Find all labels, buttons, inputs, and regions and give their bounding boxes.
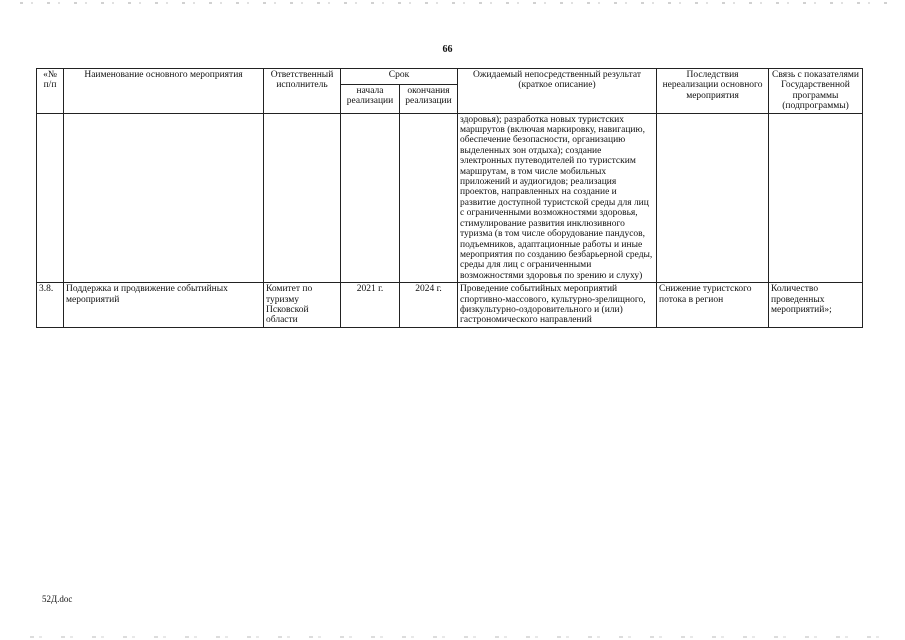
- scan-artifact-bottom: [30, 636, 890, 638]
- header-result: Ожидаемый непосредственный результат (краткое описание): [458, 69, 657, 114]
- scan-artifact-top: [20, 2, 890, 4]
- cell-end: 2024 г.: [400, 283, 458, 328]
- cell-start: 2021 г.: [341, 283, 400, 328]
- document-filename: 52Д.doc: [42, 594, 73, 604]
- page-number: 66: [442, 44, 453, 55]
- table-row: [37, 283, 863, 328]
- cell-consequences: Снижение туристского потока в регион: [657, 283, 769, 328]
- cell-name: Поддержка и продвижение событийных мероприятий: [64, 283, 264, 328]
- cell-result: здоровья); разработка новых туристских маршрутов (включая маркировку, навигацию, обеспечение безопасности, организацию выделенных зон отдыха); создание электронных путеводителей по туристским маршрутам, в том числе мобильных приложений и аудиогидов; реализация проектов, направленных на создание и развитие доступной туристской среды для лиц с ограниченными возможностями здоровья, стимулирование развития инклюзивного туризма (в том числе оборудование пандусов, подъемников, адаптационные работы и иные мероприятия по созданию безбарьерной среды, среды для лиц с ограниченными возможностями здоровья по зрению и слуху): [458, 113, 657, 283]
- cell-start: [341, 113, 400, 283]
- cell-result: Проведение событийных мероприятий спортивно-массового, культурно-зрелищного, физкультурно-оздоровительного и (или) гастрономического направлений: [458, 283, 657, 328]
- header-responsible: Ответственный исполнитель: [264, 69, 341, 114]
- header-term: Срок: [341, 69, 458, 85]
- cell-link: Количество проведенных мероприятий»;: [769, 283, 863, 328]
- header-term-start: начала реализации: [341, 85, 400, 114]
- cell-no: [37, 113, 64, 283]
- cell-consequences: [657, 113, 769, 283]
- table-row: [37, 113, 863, 283]
- header-name: Наименование основного мероприятия: [64, 69, 264, 114]
- cell-no: 3.8.: [37, 283, 64, 328]
- header-row: [37, 69, 863, 85]
- header-term-end: окончания реализации: [400, 85, 458, 114]
- header-no: «№ п/п: [37, 69, 64, 114]
- header-consequences: Последствия нереализации основного мероприятия: [657, 69, 769, 114]
- cell-end: [400, 113, 458, 283]
- cell-responsible: [264, 113, 341, 283]
- header-link: Связь с показателями Государственной программы (подпрограммы): [769, 69, 863, 114]
- cell-responsible: Комитет по туризму Псковской области: [264, 283, 341, 328]
- events-table: [36, 68, 863, 328]
- cell-link: [769, 113, 863, 283]
- cell-name: [64, 113, 264, 283]
